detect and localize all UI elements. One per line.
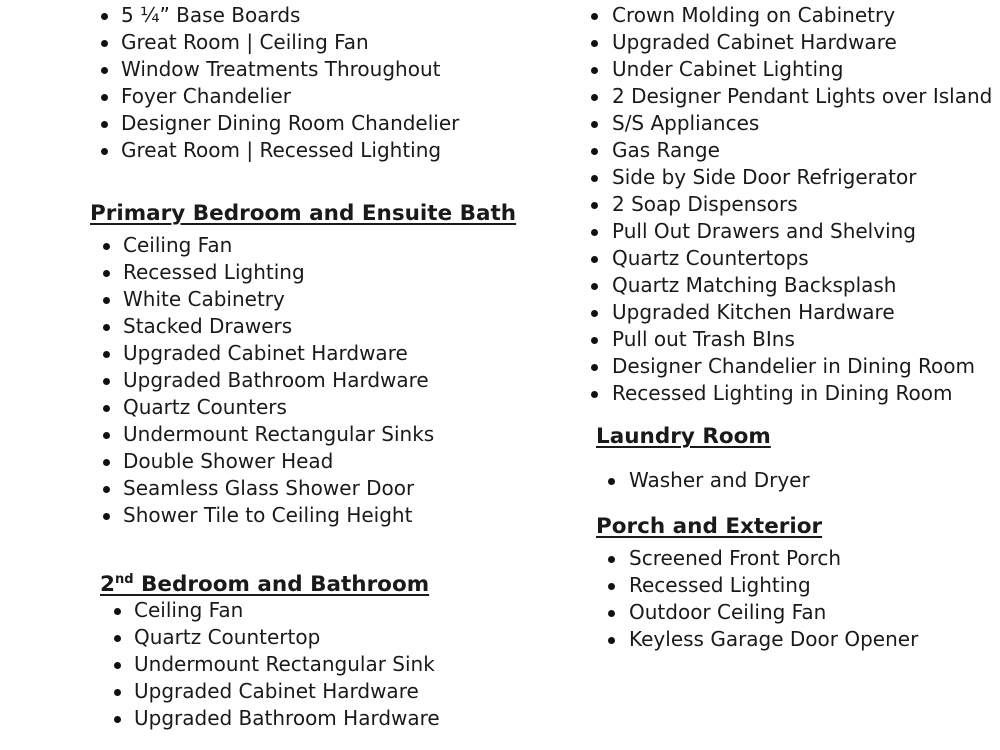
laundry-room-heading: Laundry Room bbox=[596, 424, 771, 449]
list-item: Screened Front Porch bbox=[540, 545, 918, 572]
primary-bedroom-heading: Primary Bedroom and Ensuite Bath bbox=[90, 201, 517, 226]
second-bedroom-list bbox=[0, 597, 440, 732]
list-item: Designer Chandelier in Dining Room bbox=[540, 353, 992, 380]
porch-exterior-heading: Porch and Exterior bbox=[596, 514, 823, 539]
list-item: 2 Soap Dispensors bbox=[540, 191, 992, 218]
list-item: Pull Out Drawers and Shelving bbox=[540, 218, 992, 245]
list-item: White Cabinetry bbox=[0, 286, 434, 313]
list-item: Washer and Dryer bbox=[540, 467, 810, 494]
list-item: Foyer Chandelier bbox=[0, 83, 459, 110]
list-item: Crown Molding on Cabinetry bbox=[540, 2, 992, 29]
list-item: Keyless Garage Door Opener bbox=[540, 626, 918, 653]
list-item: Gas Range bbox=[540, 137, 992, 164]
list-item: Shower Tile to Ceiling Height bbox=[0, 502, 434, 529]
list-item: Quartz Countertop bbox=[0, 624, 440, 651]
list-item: Great Room | Ceiling Fan bbox=[0, 29, 459, 56]
list-item: Outdoor Ceiling Fan bbox=[540, 599, 918, 626]
list-item: Upgraded Cabinet Hardware bbox=[0, 678, 440, 705]
kitchen-features-list bbox=[540, 2, 992, 407]
list-item: Double Shower Head bbox=[0, 448, 434, 475]
list-item: Undermount Rectangular Sinks bbox=[0, 421, 434, 448]
list-item: Designer Dining Room Chandelier bbox=[0, 110, 459, 137]
list-item: Window Treatments Throughout bbox=[0, 56, 459, 83]
list-item: S/S Appliances bbox=[540, 110, 992, 137]
heading-text: Bedroom and Bathroom bbox=[133, 572, 430, 598]
list-item: 2 Designer Pendant Lights over Island bbox=[540, 83, 992, 110]
list-item: Ceiling Fan bbox=[0, 232, 434, 259]
list-item: 5 ¼” Base Boards bbox=[0, 2, 459, 29]
list-item: Recessed Lighting in Dining Room bbox=[540, 380, 992, 407]
general-features-list bbox=[0, 2, 459, 164]
heading-number: 2 bbox=[100, 572, 115, 598]
laundry-room-list bbox=[540, 467, 810, 494]
list-item: Undermount Rectangular Sink bbox=[0, 651, 440, 678]
list-item: Stacked Drawers bbox=[0, 313, 434, 340]
list-item: Ceiling Fan bbox=[0, 597, 440, 624]
list-item: Recessed Lighting bbox=[540, 572, 918, 599]
list-item: Quartz Matching Backsplash bbox=[540, 272, 992, 299]
heading-ordinal-suffix: nd bbox=[114, 572, 134, 587]
primary-bedroom-list bbox=[0, 232, 434, 529]
list-item: Under Cabinet Lighting bbox=[540, 56, 992, 83]
list-item: Side by Side Door Refrigerator bbox=[540, 164, 992, 191]
list-item: Seamless Glass Shower Door bbox=[0, 475, 434, 502]
list-item: Quartz Countertops bbox=[540, 245, 992, 272]
list-item: Upgraded Bathroom Hardware bbox=[0, 705, 440, 732]
list-item: Upgraded Kitchen Hardware bbox=[540, 299, 992, 326]
list-item: Upgraded Cabinet Hardware bbox=[540, 29, 992, 56]
porch-exterior-list bbox=[540, 545, 918, 653]
list-item: Upgraded Bathroom Hardware bbox=[0, 367, 434, 394]
list-item: Great Room | Recessed Lighting bbox=[0, 137, 459, 164]
list-item: Pull out Trash BIns bbox=[540, 326, 992, 353]
list-item: Quartz Counters bbox=[0, 394, 434, 421]
list-item: Upgraded Cabinet Hardware bbox=[0, 340, 434, 367]
list-item: Recessed Lighting bbox=[0, 259, 434, 286]
second-bedroom-heading bbox=[100, 565, 429, 600]
